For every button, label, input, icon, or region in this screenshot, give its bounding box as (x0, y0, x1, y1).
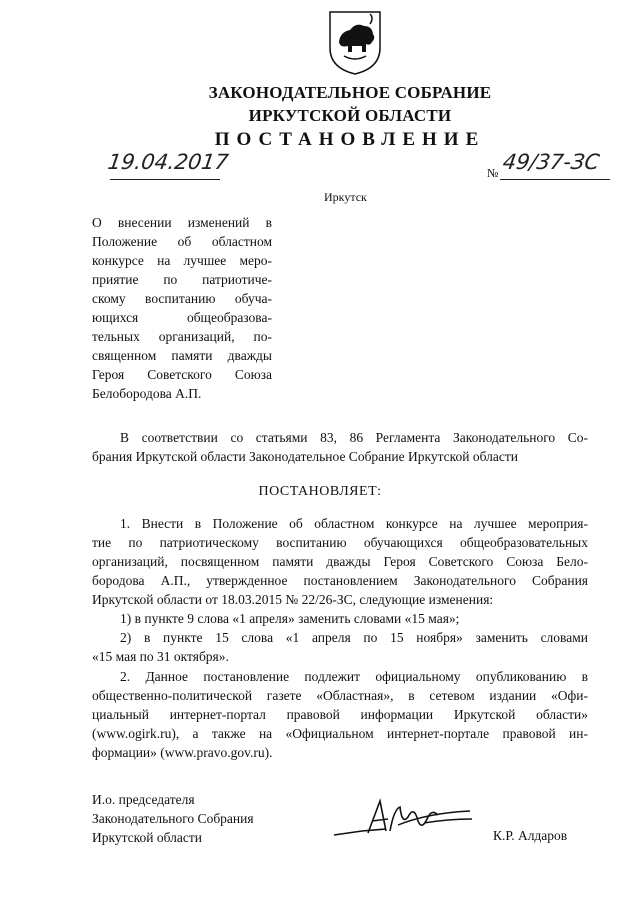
organization-name-line1: ЗАКОНОДАТЕЛЬНОЕ СОБРАНИЕ (208, 83, 492, 102)
item-1-line: Иркутской области от 18.03.2015 № 22/26-ЗС, следующие изменения: (92, 592, 494, 607)
organization-name-line2: ИРКУТСКОЙ ОБЛАСТИ (248, 106, 452, 125)
subject-line: тельных организаций, по- (92, 329, 272, 344)
document-type-title: ПОСТАНОВЛЕНИЕ (214, 129, 486, 150)
item-2-line: циальный интернет-портал правовой информации Иркутской области» (92, 707, 588, 722)
subject-line: Героя Советского Союза (92, 367, 272, 382)
subject-line: ющихся общеобразова- (92, 310, 272, 325)
signatory-position-line: И.о. председателя (92, 792, 195, 807)
number-underline (500, 179, 610, 180)
handwritten-signature (328, 795, 478, 845)
item-1-subitem: 2) в пункте 15 слова «1 апреля по 15 ноября» заменить словами (120, 630, 588, 645)
signatory-position (92, 790, 254, 847)
item-2-line: общественно-политической газете «Областная», в сетевом издании «Офи- (92, 688, 588, 703)
signatory-name: К.Р. Алдаров (493, 828, 568, 843)
preamble-line: брания Иркутской области Законодательное Собрание Иркутской области (92, 449, 519, 464)
subject-line: священном памяти дважды (92, 348, 272, 363)
document-subject (92, 213, 272, 403)
subject-line: Положение об областном (92, 234, 272, 249)
item-1-line: тие по патриотическому воспитанию обучающихся общеобразовательных (92, 535, 588, 550)
preamble-paragraph (92, 428, 588, 466)
document-city: Иркутск (324, 190, 367, 204)
item-2-line: (www.ogirk.ru), а также на «Официальном интернет-портале правовой ин- (92, 726, 588, 741)
decree-heading: ПОСТАНОВЛЯЕТ: (258, 484, 382, 499)
date-underline (110, 179, 220, 180)
item-1-line: организаций, посвященном памяти дважды Героя Советского Союза Бело- (92, 554, 588, 569)
item-1-paragraph (92, 514, 588, 666)
item-1-line: 1. Внести в Положение об областном конкурсе на лучшее мероприя- (120, 516, 588, 531)
subject-line: Белобородова А.П. (92, 386, 202, 401)
item-1-subitem: 1) в пункте 9 слова «1 апреля» заменить словами «15 мая»; (120, 611, 460, 626)
item-1-line: «15 мая по 31 октября». (92, 649, 229, 664)
signatory-position-line: Иркутской области (92, 830, 203, 845)
subject-line: скому воспитанию обуча- (92, 291, 272, 306)
item-2-paragraph (92, 667, 588, 762)
coat-of-arms-icon (326, 8, 384, 76)
item-1-line: бородова А.П., утвержденное постановлением Законодательного Собрания (92, 573, 588, 588)
subject-line: приятие по патриотиче- (92, 272, 272, 287)
document-number: 49/37-ЗС (501, 150, 601, 174)
subject-line: конкурсе на лучшее меро- (92, 253, 272, 268)
subject-line: О внесении изменений в (92, 215, 272, 230)
item-2-line: 2. Данное постановление подлежит официальному опубликованию в (120, 669, 588, 684)
document-date: 19.04.2017 (106, 150, 230, 174)
preamble-line: В соответствии со статьями 83, 86 Регламента Законодательного Со- (120, 430, 588, 445)
item-2-line: формации» (www.pravo.gov.ru). (92, 745, 273, 760)
signatory-position-line: Законодательного Собрания (92, 811, 254, 826)
number-prefix: № (487, 166, 499, 180)
